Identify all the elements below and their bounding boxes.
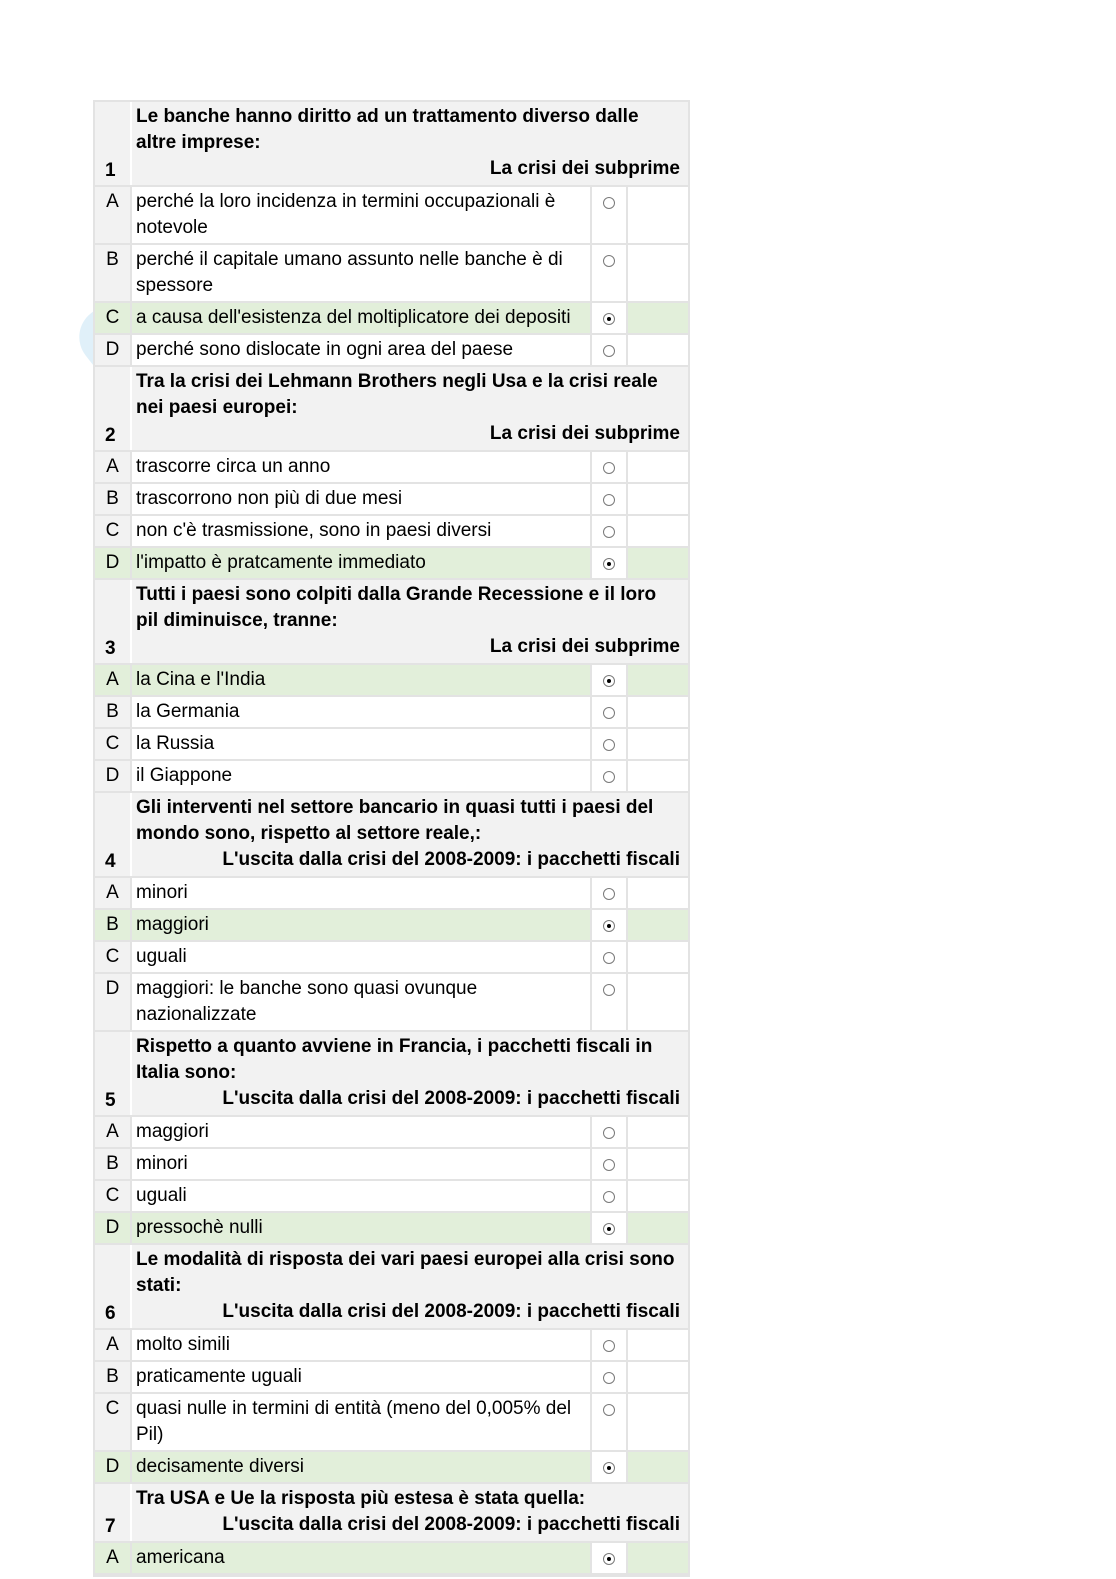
radio-unchecked-icon[interactable] [603, 1127, 615, 1139]
option-letter: B [95, 910, 130, 940]
quiz-table [93, 100, 690, 1577]
option-letter: A [95, 1330, 130, 1360]
question-number: 3 [105, 638, 116, 659]
option-letter: D [95, 335, 130, 365]
option-radio-cell [590, 1452, 626, 1482]
question-number: 4 [105, 851, 116, 872]
option-radio-cell [590, 910, 626, 940]
answer-option[interactable] [95, 761, 688, 793]
option-spacer [626, 974, 688, 1030]
radio-unchecked-icon[interactable] [603, 707, 615, 719]
option-spacer [626, 1362, 688, 1392]
option-radio-cell [590, 548, 626, 578]
question-number: 1 [105, 160, 116, 181]
option-radio-cell [590, 1362, 626, 1392]
answer-option[interactable] [95, 1330, 688, 1362]
option-letter: B [95, 245, 130, 301]
option-letter: A [95, 878, 130, 908]
question-row [95, 793, 688, 878]
radio-unchecked-icon[interactable] [603, 494, 615, 506]
answer-option[interactable] [95, 516, 688, 548]
option-letter: B [95, 697, 130, 727]
question-topic: La crisi dei subprime [489, 423, 680, 444]
question-header [130, 367, 688, 450]
radio-checked-icon[interactable] [603, 313, 615, 325]
question-row [95, 580, 688, 665]
option-spacer [626, 335, 688, 365]
option-letter: D [95, 548, 130, 578]
option-text: molto simili [130, 1330, 590, 1360]
option-letter: A [95, 1117, 130, 1147]
option-radio-cell [590, 1117, 626, 1147]
option-radio-cell [590, 1149, 626, 1179]
option-text: quasi nulle in termini di entità (meno del 0,005% del Pil) [130, 1394, 590, 1450]
question-row [95, 367, 688, 452]
radio-checked-icon[interactable] [603, 920, 615, 932]
option-letter: C [95, 942, 130, 972]
option-spacer [626, 697, 688, 727]
option-spacer [626, 1117, 688, 1147]
question-header [130, 793, 688, 876]
radio-checked-icon[interactable] [603, 675, 615, 687]
option-radio-cell [590, 245, 626, 301]
question-text: Le modalità di risposta dei vari paesi europei alla crisi sono stati: [136, 1249, 675, 1296]
radio-unchecked-icon[interactable] [603, 888, 615, 900]
radio-unchecked-icon[interactable] [603, 1159, 615, 1171]
option-spacer [626, 910, 688, 940]
question-number: 6 [105, 1303, 116, 1324]
question-header [130, 1245, 688, 1328]
option-text: decisamente diversi [130, 1452, 590, 1482]
option-spacer [626, 452, 688, 482]
question-topic: La crisi dei subprime [489, 636, 680, 657]
option-spacer [626, 761, 688, 791]
question-topic: L'uscita dalla crisi del 2008-2009: i pacchetti fiscali [222, 849, 680, 870]
question-text: Tra la crisi dei Lehmann Brothers negli Usa e la crisi reale nei paesi europei: [136, 371, 658, 418]
question-header [130, 1484, 688, 1541]
option-letter: D [95, 1452, 130, 1482]
option-radio-cell [590, 452, 626, 482]
option-letter: A [95, 187, 130, 243]
option-radio-cell [590, 484, 626, 514]
radio-checked-icon[interactable] [603, 558, 615, 570]
option-radio-cell [590, 761, 626, 791]
answer-option[interactable] [95, 452, 688, 484]
option-spacer [626, 484, 688, 514]
option-letter: D [95, 761, 130, 791]
option-radio-cell [590, 303, 626, 333]
option-text: pressochè nulli [130, 1213, 590, 1243]
option-radio-cell [590, 1543, 626, 1573]
radio-unchecked-icon[interactable] [603, 1191, 615, 1203]
answer-option[interactable] [95, 245, 688, 303]
option-text: minori [130, 878, 590, 908]
question-row [95, 1484, 688, 1543]
answer-option[interactable] [95, 335, 688, 367]
option-text: trascorre circa un anno [130, 452, 590, 482]
option-letter: C [95, 729, 130, 759]
option-spacer [626, 729, 688, 759]
option-radio-cell [590, 335, 626, 365]
option-text: americana [130, 1543, 590, 1573]
radio-unchecked-icon[interactable] [603, 984, 615, 996]
question-number: 5 [105, 1090, 116, 1111]
radio-unchecked-icon[interactable] [603, 952, 615, 964]
radio-checked-icon[interactable] [603, 1223, 615, 1235]
option-text: perché sono dislocate in ogni area del paese [130, 335, 590, 365]
answer-option[interactable] [95, 484, 688, 516]
question-text: Tutti i paesi sono colpiti dalla Grande Recessione e il loro pil diminuisce, tranne: [136, 584, 657, 631]
question-number: 7 [105, 1516, 116, 1537]
option-text: l'impatto è pratcamente immediato [130, 548, 590, 578]
answer-option[interactable] [95, 878, 688, 910]
option-text: la Germania [130, 697, 590, 727]
option-radio-cell [590, 942, 626, 972]
option-radio-cell [590, 1330, 626, 1360]
option-text: uguali [130, 942, 590, 972]
question-topic: L'uscita dalla crisi del 2008-2009: i pacchetti fiscali [222, 1301, 680, 1322]
option-radio-cell [590, 187, 626, 243]
option-text: la Russia [130, 729, 590, 759]
option-spacer [626, 878, 688, 908]
radio-unchecked-icon[interactable] [603, 771, 615, 783]
option-spacer [626, 245, 688, 301]
option-spacer [626, 1181, 688, 1211]
answer-option[interactable] [95, 942, 688, 974]
radio-unchecked-icon[interactable] [603, 462, 615, 474]
radio-unchecked-icon[interactable] [603, 526, 615, 538]
option-spacer [626, 1330, 688, 1360]
option-spacer [626, 1149, 688, 1179]
answer-option[interactable] [95, 1117, 688, 1149]
option-text: praticamente uguali [130, 1362, 590, 1392]
option-text: maggiori [130, 910, 590, 940]
option-letter: B [95, 484, 130, 514]
option-letter: A [95, 452, 130, 482]
radio-checked-icon[interactable] [603, 1462, 615, 1474]
option-spacer [626, 516, 688, 546]
option-text: maggiori: le banche sono quasi ovunque nazionalizzate [130, 974, 590, 1030]
option-text: perché il capitale umano assunto nelle banche è di spessore [130, 245, 590, 301]
question-row [95, 1032, 688, 1117]
answer-option[interactable] [95, 1213, 688, 1245]
option-text: non c'è trasmissione, sono in paesi diversi [130, 516, 590, 546]
option-radio-cell [590, 665, 626, 695]
question-number: 2 [105, 425, 116, 446]
option-radio-cell [590, 878, 626, 908]
option-letter: B [95, 1149, 130, 1179]
answer-option[interactable] [95, 729, 688, 761]
question-header [130, 1032, 688, 1115]
option-text: trascorrono non più di due mesi [130, 484, 590, 514]
radio-unchecked-icon[interactable] [603, 739, 615, 751]
answer-option[interactable] [95, 1452, 688, 1484]
radio-unchecked-icon[interactable] [603, 1340, 615, 1352]
option-letter: D [95, 1213, 130, 1243]
answer-option[interactable] [95, 1149, 688, 1181]
question-topic: L'uscita dalla crisi del 2008-2009: i pacchetti fiscali [222, 1088, 680, 1109]
answer-option[interactable] [95, 1362, 688, 1394]
option-spacer [626, 303, 688, 333]
option-spacer [626, 942, 688, 972]
answer-option[interactable] [95, 665, 688, 697]
option-letter: C [95, 1394, 130, 1450]
radio-unchecked-icon[interactable] [603, 255, 615, 267]
option-radio-cell [590, 974, 626, 1030]
radio-unchecked-icon[interactable] [603, 197, 615, 209]
answer-option[interactable] [95, 1543, 688, 1575]
option-text: perché la loro incidenza in termini occupazionali è notevole [130, 187, 590, 243]
option-text: maggiori [130, 1117, 590, 1147]
question-row [95, 1245, 688, 1330]
question-text: Gli interventi nel settore bancario in quasi tutti i paesi del mondo sono, rispetto al settore reale,: [136, 797, 654, 844]
question-header [130, 102, 688, 185]
question-topic: La crisi dei subprime [489, 158, 680, 179]
option-text: a causa dell'esistenza del moltiplicatore dei depositi [130, 303, 590, 333]
question-text: Rispetto a quanto avviene in Francia, i pacchetti fiscali in Italia sono: [136, 1036, 653, 1083]
option-radio-cell [590, 1213, 626, 1243]
option-letter: A [95, 665, 130, 695]
question-text: Tra USA e Ue la risposta più estesa è stata quella: [136, 1488, 586, 1509]
option-radio-cell [590, 697, 626, 727]
option-spacer [626, 1394, 688, 1450]
question-row [95, 102, 688, 187]
option-radio-cell [590, 516, 626, 546]
option-text: uguali [130, 1181, 590, 1211]
answer-option[interactable] [95, 910, 688, 942]
question-topic: L'uscita dalla crisi del 2008-2009: i pacchetti fiscali [222, 1514, 680, 1535]
option-spacer [626, 665, 688, 695]
option-spacer [626, 187, 688, 243]
question-header [130, 580, 688, 663]
answer-option[interactable] [95, 974, 688, 1032]
option-spacer [626, 548, 688, 578]
option-radio-cell [590, 729, 626, 759]
option-letter: C [95, 303, 130, 333]
radio-unchecked-icon[interactable] [603, 1372, 615, 1384]
radio-unchecked-icon[interactable] [603, 345, 615, 357]
option-spacer [626, 1543, 688, 1573]
answer-option[interactable] [95, 697, 688, 729]
option-text: minori [130, 1149, 590, 1179]
answer-option[interactable] [95, 1394, 688, 1452]
option-text: la Cina e l'India [130, 665, 590, 695]
option-letter: C [95, 516, 130, 546]
option-letter: B [95, 1362, 130, 1392]
radio-unchecked-icon[interactable] [603, 1404, 615, 1416]
option-spacer [626, 1452, 688, 1482]
question-text: Le banche hanno diritto ad un trattamento diverso dalle altre imprese: [136, 106, 639, 153]
option-radio-cell [590, 1181, 626, 1211]
answer-option[interactable] [95, 1181, 688, 1213]
option-radio-cell [590, 1394, 626, 1450]
answer-option[interactable] [95, 303, 688, 335]
option-letter: D [95, 974, 130, 1030]
option-spacer [626, 1213, 688, 1243]
option-letter: C [95, 1181, 130, 1211]
radio-checked-icon[interactable] [603, 1553, 615, 1565]
answer-option[interactable] [95, 187, 688, 245]
option-letter: A [95, 1543, 130, 1573]
option-text: il Giappone [130, 761, 590, 791]
answer-option[interactable] [95, 548, 688, 580]
